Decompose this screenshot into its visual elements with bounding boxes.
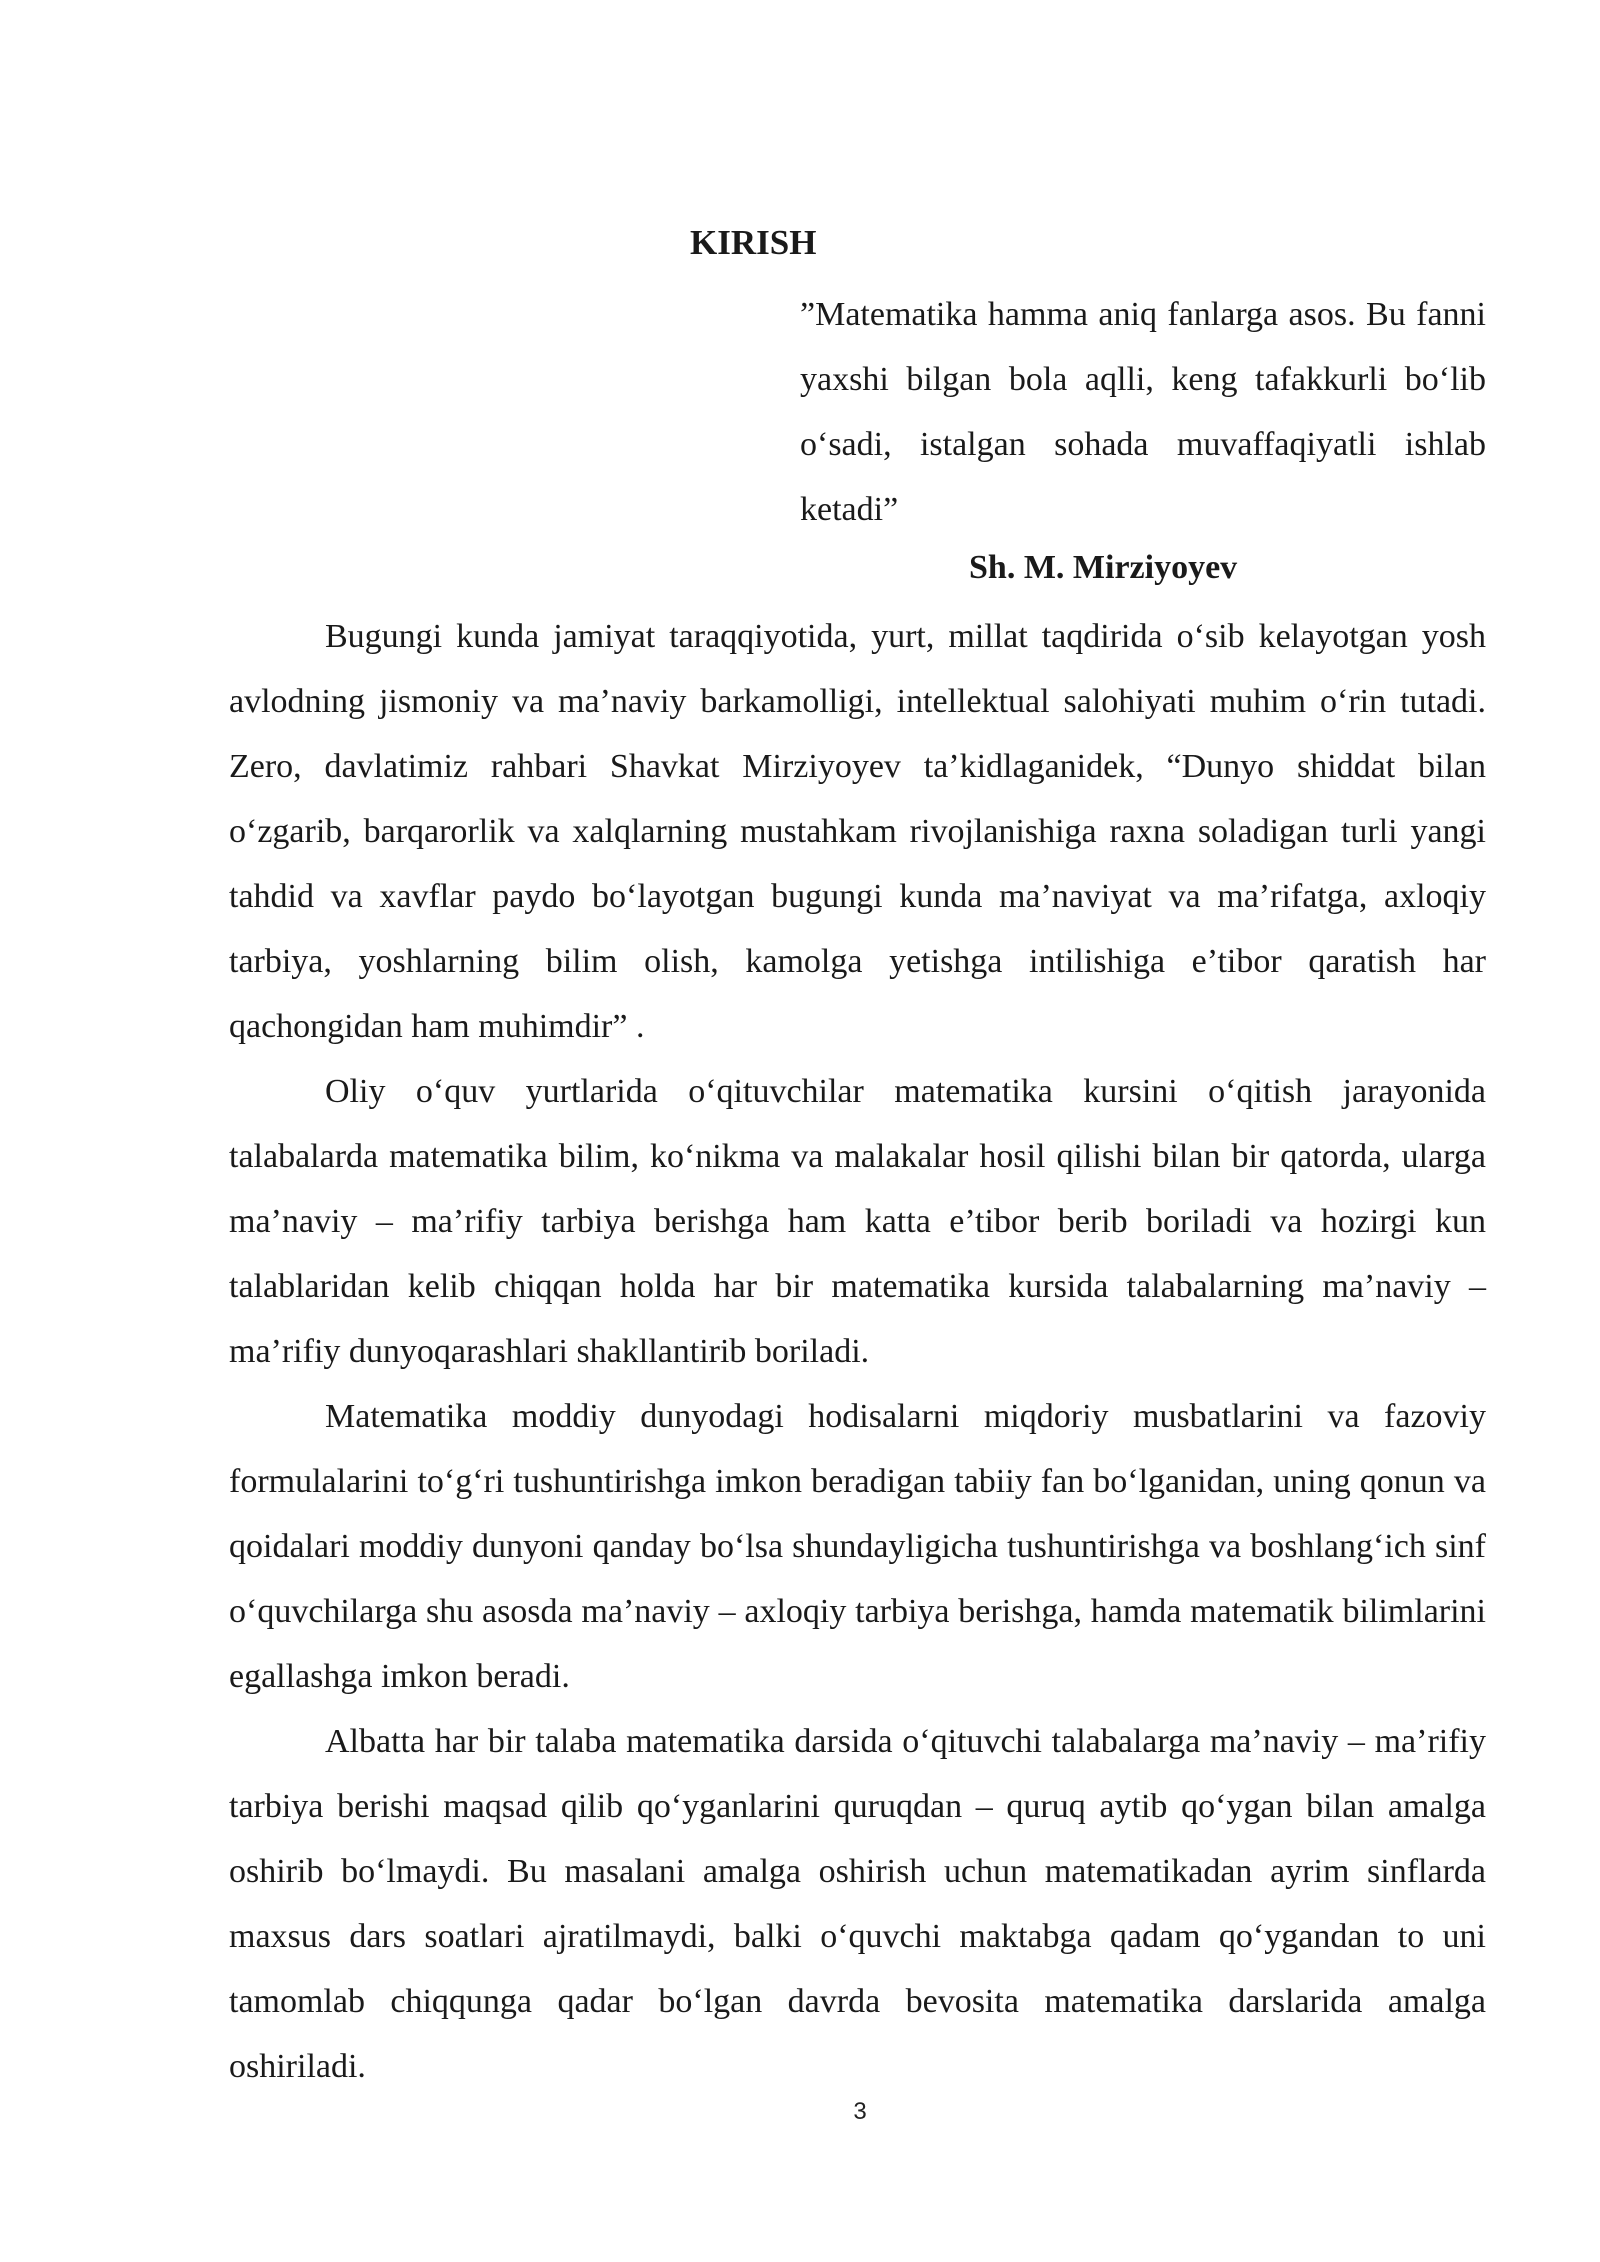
paragraph: Albatta har bir talaba matematika darsida o‘qituvchi talabalarga ma’naviy – ma’rifiy tarbiya berishi maqsad qilib qo‘yganlarini quruqdan – quruq aytib qo‘ygan bilan amalga oshirib bo‘lmaydi. Bu masalani amalga oshirish uchun matematikadan ayrim sinflarda maxsus dars soatlari ajratilmaydi, balki o‘quvchi maktabga qadam qo‘ygandan to uni tamomlab chiqqunga qadar bo‘lgan davrda bevosita matematika darslarida amalga oshiriladi.: [229, 1723, 1486, 2085]
epigraph-author: Sh. M. Mirziyoyev: [969, 549, 1238, 586]
epigraph-quote: ”Matematika hamma aniq fanlarga asos. Bu fanni yaxshi bilgan bola aqlli, keng tafakkurli bo‘lib o‘sadi, istalgan sohada muvaffaqiyatli ishlab ketadi”: [800, 296, 1486, 528]
paragraph: Bugungi kunda jamiyat taraqqiyotida, yurt, millat taqdirida o‘sib kelayotgan yosh avlodning jismoniy va ma’naviy barkamolligi, intellektual salohiyati muhim o‘rin tutadi. Zero, davlatimiz rahbari Shavkat Mirziyoyev ta’kidlaganidek, “Dunyo shiddat bilan o‘zgarib, barqarorlik va xalqlarning mustahkam rivojlanishiga raxna soladigan turli yangi tahdid va xavflar paydo bo‘layotgan bugungi kunda ma’naviyat va ma’rifatga, axloqiy tarbiya, yoshlarning bilim olish, kamolga yetishga intilishiga e’tibor qaratish har qachongidan ham muhimdir” .: [229, 618, 1486, 1045]
page-number: 3: [853, 2098, 867, 2125]
section-title: KIRISH: [690, 223, 817, 262]
paragraph: Oliy o‘quv yurtlarida o‘qituvchilar matematika kursini o‘qitish jarayonida talabalarda matematika bilim, ko‘nikma va malakalar hosil qilishi bilan bir qatorda, ularga ma’naviy – ma’rifiy tarbiya berishga ham katta e’tibor berib boriladi va hozirgi kun talablaridan kelib chiqqan holda har bir matematika kursida talabalarning ma’naviy – ma’rifiy dunyoqarashlari shakllantirib boriladi.: [229, 1073, 1486, 1370]
paragraph: Matematika moddiy dunyodagi hodisalarni miqdoriy musbatlarini va fazoviy formulalarini to‘g‘ri tushuntirishga imkon beradigan tabiiy fan bo‘lganidan, uning qonun va qoidalari moddiy dunyoni qanday bo‘lsa shundayligicha tushuntirishga va boshlang‘ich sinf o‘quvchilarga shu asosda ma’naviy – axloqiy tarbiya berishga, hamda matematik bilimlarini egallashga imkon beradi.: [229, 1398, 1486, 1695]
body-text: [229, 604, 1486, 2099]
